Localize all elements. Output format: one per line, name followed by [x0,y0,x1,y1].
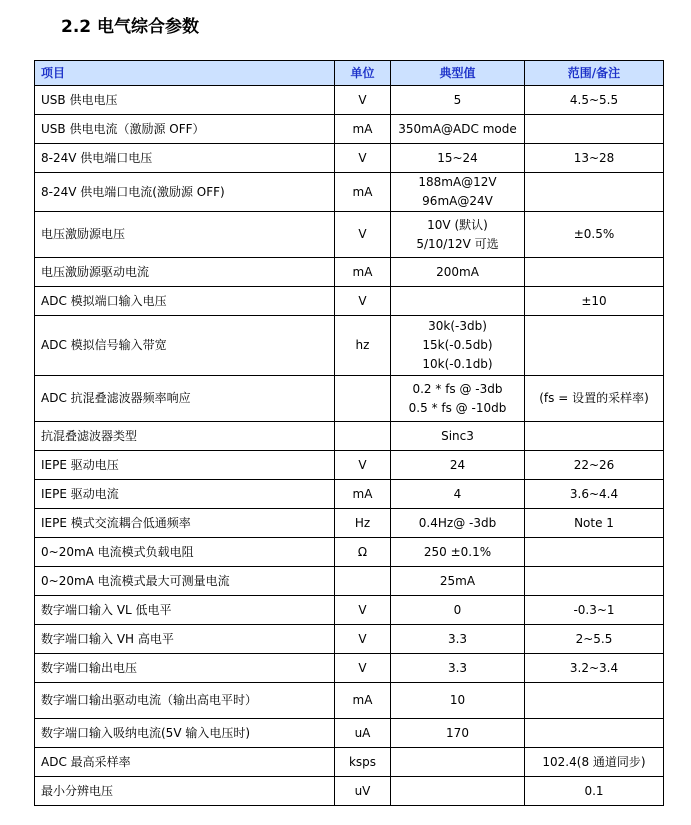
unit-cell [335,567,391,596]
range-note-cell [525,173,664,212]
param-name-cell: 电压激励源驱动电流 [35,258,335,287]
table-row [35,567,664,596]
table-row [35,748,664,777]
typical-value-line: 3.3 [447,631,468,646]
unit-cell: Ω [335,538,391,567]
unit-cell: ksps [335,748,391,777]
typical-value-cell [391,422,525,451]
table-row [35,422,664,451]
table-body [35,86,664,806]
param-name-cell: IEPE 驱动电流 [35,480,335,509]
param-name-cell: 0~20mA 电流模式负载电阻 [35,538,335,567]
typical-value-cell [391,538,525,567]
range-note-cell [525,567,664,596]
unit-cell: Hz [335,509,391,538]
typical-value-line: 350mA@ADC mode [398,121,517,136]
param-name-cell: 数字端口输入 VH 高电平 [35,625,335,654]
typical-value-line: 0 [453,602,462,617]
range-note-cell: Note 1 [525,509,664,538]
section-heading: 2.2 电气综合参数 [61,17,200,37]
table-row [35,654,664,683]
unit-cell: V [335,625,391,654]
param-name-cell: ADC 最高采样率 [35,748,335,777]
param-name-cell: 8-24V 供电端口电流(激励源 OFF) [35,173,335,212]
typical-value-line: 250 ±0.1% [423,544,492,559]
typical-value-cell [391,509,525,538]
range-note-cell: 3.2~3.4 [525,654,664,683]
typical-value-line: 96mA@24V [422,194,493,208]
param-name-cell: USB 供电电流（激励源 OFF） [35,115,335,144]
typical-value-cell [391,654,525,683]
param-name-cell: USB 供电电压 [35,86,335,115]
range-note-cell: -0.3~1 [525,596,664,625]
typical-value-line: 4 [453,486,462,501]
range-note-cell: ±0.5% [525,212,664,258]
typical-value-cell [391,115,525,144]
range-note-cell [525,538,664,567]
unit-cell: uA [335,719,391,748]
param-name-cell: 8-24V 供电端口电压 [35,144,335,173]
param-name-cell: 抗混叠滤波器类型 [35,422,335,451]
typical-value-line: 10k(-0.1db) [422,357,493,371]
table-row [35,596,664,625]
typical-value-line: 0.5 * fs @ -10db [408,400,507,415]
range-note-cell [525,719,664,748]
table-row [35,538,664,567]
typical-value-line: 15~24 [437,150,478,165]
param-name-cell: 数字端口输入吸纳电流(5V 输入电压时) [35,719,335,748]
param-name-cell: ADC 模拟端口输入电压 [35,287,335,316]
unit-cell: V [335,144,391,173]
param-name-cell: 电压激励源电压 [35,212,335,258]
parameters-table [34,60,664,806]
table-row [35,258,664,287]
table-row [35,316,664,376]
table-row [35,480,664,509]
table-row [35,115,664,144]
unit-cell: V [335,212,391,258]
table-row [35,509,664,538]
param-name-cell: 数字端口输入 VL 低电平 [35,596,335,625]
unit-cell: mA [335,115,391,144]
header-item: 项目 [35,61,335,86]
typical-value-line: 30k(-3db) [428,319,487,333]
typical-value-line: 24 [449,457,466,472]
range-note-cell [525,683,664,719]
range-note-cell: ±10 [525,287,664,316]
table-row [35,719,664,748]
table-header-row [35,61,664,86]
range-note-cell: 102.4(8 通道同步) [525,748,664,777]
typical-value-cell [391,316,525,376]
unit-cell: V [335,86,391,115]
unit-cell: V [335,654,391,683]
typical-value-line: 170 [446,725,469,740]
typical-value-line: 25mA [439,573,476,588]
typical-value-cell [391,596,525,625]
header-typical: 典型值 [391,61,525,86]
typical-value-cell [391,480,525,509]
range-note-cell: 13~28 [525,144,664,173]
unit-cell: mA [335,258,391,287]
typical-value-line: 200mA [436,264,479,279]
typical-value-cell [391,625,525,654]
param-name-cell: 数字端口输出电压 [35,654,335,683]
typical-value-line: 3.3 [447,660,468,675]
range-note-cell: 22~26 [525,451,664,480]
typical-value-cell [391,258,525,287]
header-range: 范围/备注 [525,61,664,86]
param-name-cell: ADC 抗混叠滤波器频率响应 [35,376,335,422]
typical-value-line: 0.2 * fs @ -3db [412,381,503,396]
table-row [35,173,664,212]
unit-cell: mA [335,480,391,509]
typical-value-line: 0.4Hz@ -3db [418,515,497,530]
param-name-cell: IEPE 模式交流耦合低通频率 [35,509,335,538]
table-row [35,376,664,422]
unit-cell: uV [335,777,391,806]
typical-value-cell [391,748,525,777]
typical-value-line: 10V (默认) [427,217,488,232]
unit-cell: V [335,287,391,316]
range-note-cell [525,422,664,451]
range-note-cell: 3.6~4.4 [525,480,664,509]
param-name-cell: 0~20mA 电流模式最大可测量电流 [35,567,335,596]
header-unit: 单位 [335,61,391,86]
typical-value-cell [391,173,525,212]
unit-cell [335,376,391,422]
range-note-cell: (fs = 设置的采样率) [525,376,664,422]
typical-value-line: 5 [453,92,462,107]
param-name-cell: ADC 模拟信号输入带宽 [35,316,335,376]
typical-value-cell [391,777,525,806]
table-row [35,625,664,654]
typical-value-line: 10 [449,693,466,707]
typical-value-line: 5/10/12V 可选 [416,236,499,251]
range-note-cell [525,316,664,376]
typical-value-line: Sinc3 [441,428,474,443]
typical-value-cell [391,719,525,748]
unit-cell: mA [335,173,391,212]
range-note-cell: 0.1 [525,777,664,806]
unit-cell: hz [335,316,391,376]
table-row [35,86,664,115]
table-row [35,212,664,258]
range-note-cell: 2~5.5 [525,625,664,654]
typical-value-cell [391,451,525,480]
unit-cell: V [335,451,391,480]
typical-value-cell [391,287,525,316]
table-row [35,144,664,173]
typical-value-line: 15k(-0.5db) [422,338,493,352]
typical-value-cell [391,683,525,719]
table-row [35,777,664,806]
typical-value-cell [391,376,525,422]
unit-cell: V [335,596,391,625]
typical-value-cell [391,86,525,115]
typical-value-cell [391,144,525,173]
param-name-cell: 数字端口输出驱动电流（输出高电平时） [35,683,335,719]
param-name-cell: IEPE 驱动电压 [35,451,335,480]
typical-value-cell [391,567,525,596]
unit-cell [335,422,391,451]
table-row [35,287,664,316]
typical-value-cell [391,212,525,258]
typical-value-line: 188mA@12V [418,175,497,189]
range-note-cell: 4.5~5.5 [525,86,664,115]
table-row [35,451,664,480]
table-row [35,683,664,719]
range-note-cell [525,115,664,144]
param-name-cell: 最小分辨电压 [35,777,335,806]
range-note-cell [525,258,664,287]
unit-cell: mA [335,683,391,719]
